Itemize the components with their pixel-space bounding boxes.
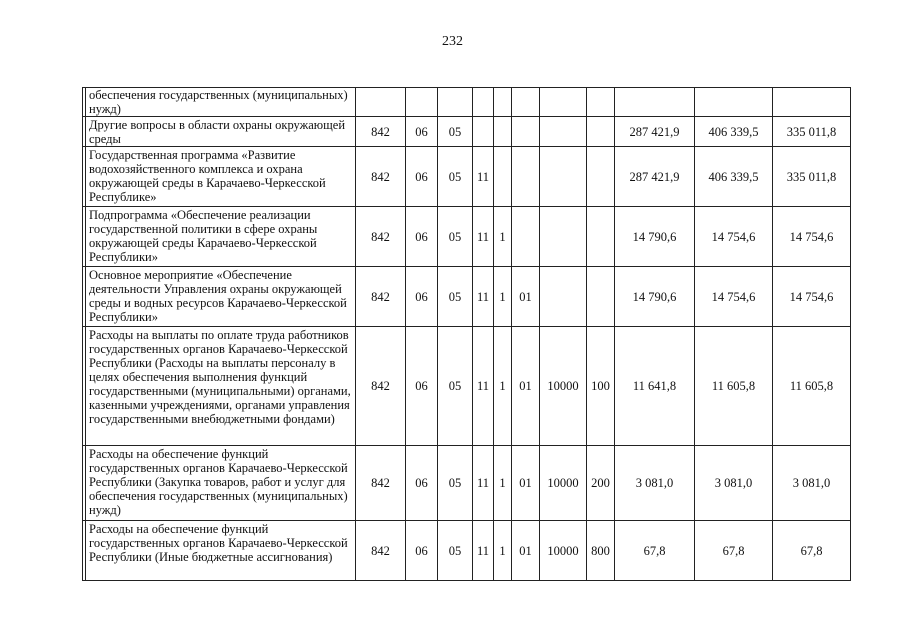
expense-type-cell: [587, 267, 615, 327]
subsection-cell: 05: [438, 147, 473, 207]
table-row: [83, 207, 851, 267]
item-name-cell: Расходы на обеспечение функций государственных органов Карачаево-Черкесской Республики (Закупка товаров, работ и услуг для обеспечения государственных (муниципальных) нужд): [86, 446, 356, 521]
amount-year-2-cell: 14 754,6: [695, 267, 773, 327]
table-row: [83, 521, 851, 581]
subprogram-cell: [494, 117, 512, 147]
direction-cell: 10000: [540, 327, 587, 446]
table-row: [83, 117, 851, 147]
code-cell: 842: [356, 521, 406, 581]
code-cell: 842: [356, 117, 406, 147]
item-name-cell: Расходы на выплаты по оплате труда работников государственных органов Карачаево-Черкесской Республики (Расходы на выплаты персоналу в целях обеспечения выполнения функций государственными (муниципальными) органами, казенными учреждениями, органами управления государственными внебюджетными фондами): [86, 327, 356, 446]
section-cell: [406, 88, 438, 117]
item-name-cell: обеспечения государственных (муниципальных) нужд): [86, 88, 356, 117]
subprogram-cell: [494, 147, 512, 207]
page-number: 232: [442, 34, 463, 49]
amount-year-1-cell: 3 081,0: [615, 446, 695, 521]
amount-year-3-cell: 335 011,8: [773, 117, 851, 147]
program-cell: 11: [473, 446, 494, 521]
direction-cell: 10000: [540, 521, 587, 581]
measure-cell: [512, 88, 540, 117]
measure-cell: [512, 117, 540, 147]
subsection-cell: 05: [438, 207, 473, 267]
section-cell: 06: [406, 207, 438, 267]
expense-type-cell: 800: [587, 521, 615, 581]
amount-year-1-cell: 14 790,6: [615, 267, 695, 327]
measure-cell: 01: [512, 446, 540, 521]
table-row: [83, 446, 851, 521]
amount-year-3-cell: 14 754,6: [773, 267, 851, 327]
section-cell: 06: [406, 147, 438, 207]
section-cell: 06: [406, 267, 438, 327]
program-cell: 11: [473, 267, 494, 327]
subprogram-cell: 1: [494, 521, 512, 581]
subprogram-cell: 1: [494, 327, 512, 446]
item-name-cell: Основное мероприятие «Обеспечение деятельности Управления охраны окружающей среды и водных ресурсов Карачаево-Черкесской Республики»: [86, 267, 356, 327]
code-cell: 842: [356, 327, 406, 446]
amount-year-3-cell: [773, 88, 851, 117]
amount-year-3-cell: 67,8: [773, 521, 851, 581]
program-cell: 11: [473, 327, 494, 446]
table-row: [83, 147, 851, 207]
amount-year-3-cell: 11 605,8: [773, 327, 851, 446]
expense-type-cell: 100: [587, 327, 615, 446]
item-name-cell: Подпрограмма «Обеспечение реализации государственной политики в сфере охраны окружающей среды Карачаево-Черкесской Республики»: [86, 207, 356, 267]
subsection-cell: 05: [438, 117, 473, 147]
amount-year-2-cell: 14 754,6: [695, 207, 773, 267]
item-name-cell: Другие вопросы в области охраны окружающей среды: [86, 117, 356, 147]
expense-type-cell: [587, 147, 615, 207]
code-cell: [356, 88, 406, 117]
expense-type-cell: [587, 88, 615, 117]
expense-type-cell: [587, 207, 615, 267]
item-name-cell: Государственная программа «Развитие водохозяйственного комплекса и охрана окружающей среды в Карачаево-Черкесской Республике»: [86, 147, 356, 207]
program-cell: [473, 117, 494, 147]
subsection-cell: [438, 88, 473, 117]
section-cell: 06: [406, 446, 438, 521]
amount-year-3-cell: 3 081,0: [773, 446, 851, 521]
code-cell: 842: [356, 207, 406, 267]
amount-year-1-cell: [615, 88, 695, 117]
measure-cell: 01: [512, 521, 540, 581]
amount-year-2-cell: 67,8: [695, 521, 773, 581]
expense-type-cell: [587, 117, 615, 147]
subprogram-cell: 1: [494, 267, 512, 327]
measure-cell: 01: [512, 327, 540, 446]
code-cell: 842: [356, 147, 406, 207]
subsection-cell: 05: [438, 446, 473, 521]
direction-cell: [540, 88, 587, 117]
subsection-cell: 05: [438, 327, 473, 446]
measure-cell: 01: [512, 267, 540, 327]
amount-year-1-cell: 11 641,8: [615, 327, 695, 446]
measure-cell: [512, 207, 540, 267]
amount-year-2-cell: 11 605,8: [695, 327, 773, 446]
code-cell: 842: [356, 446, 406, 521]
direction-cell: [540, 147, 587, 207]
program-cell: 11: [473, 147, 494, 207]
section-cell: 06: [406, 521, 438, 581]
amount-year-2-cell: [695, 88, 773, 117]
program-cell: 11: [473, 521, 494, 581]
amount-year-2-cell: 406 339,5: [695, 117, 773, 147]
direction-cell: 10000: [540, 446, 587, 521]
item-name-cell: Расходы на обеспечение функций государственных органов Карачаево-Черкесской Республики (Иные бюджетные ассигнования): [86, 521, 356, 581]
direction-cell: [540, 207, 587, 267]
amount-year-3-cell: 335 011,8: [773, 147, 851, 207]
expense-type-cell: 200: [587, 446, 615, 521]
amount-year-2-cell: 406 339,5: [695, 147, 773, 207]
section-cell: 06: [406, 327, 438, 446]
code-cell: 842: [356, 267, 406, 327]
subsection-cell: 05: [438, 267, 473, 327]
amount-year-1-cell: 287 421,9: [615, 117, 695, 147]
table-row: [83, 327, 851, 446]
subprogram-cell: [494, 88, 512, 117]
table-row: [83, 88, 851, 117]
direction-cell: [540, 117, 587, 147]
subsection-cell: 05: [438, 521, 473, 581]
program-cell: [473, 88, 494, 117]
budget-table: [82, 87, 851, 581]
amount-year-1-cell: 287 421,9: [615, 147, 695, 207]
amount-year-3-cell: 14 754,6: [773, 207, 851, 267]
measure-cell: [512, 147, 540, 207]
section-cell: 06: [406, 117, 438, 147]
direction-cell: [540, 267, 587, 327]
amount-year-2-cell: 3 081,0: [695, 446, 773, 521]
table-row: [83, 267, 851, 327]
subprogram-cell: 1: [494, 207, 512, 267]
amount-year-1-cell: 67,8: [615, 521, 695, 581]
subprogram-cell: 1: [494, 446, 512, 521]
amount-year-1-cell: 14 790,6: [615, 207, 695, 267]
program-cell: 11: [473, 207, 494, 267]
